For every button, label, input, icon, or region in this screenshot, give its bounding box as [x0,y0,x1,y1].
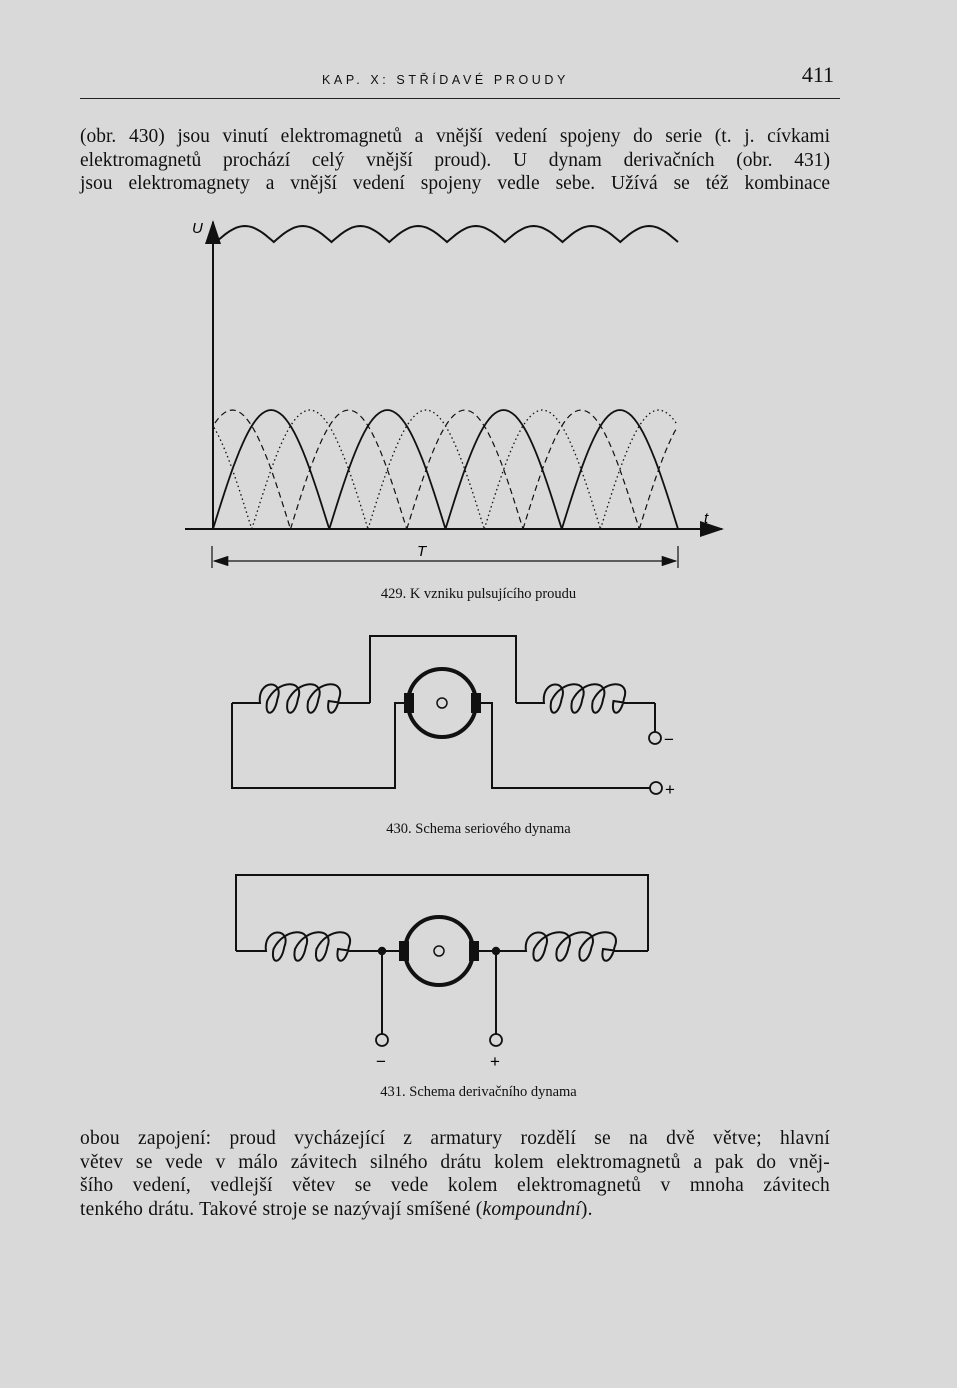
terminal-plus-label: + [665,780,675,799]
phase-arch-2 [601,410,677,529]
text-line: šího vedení, vedlejší větev se vede kolem elektromagnetů v mnoha závitech [80,1175,830,1196]
text-line: jsou elektromagnety a vnější vedení spojeny vedle sebe. Užívá se též kombinace [80,173,830,194]
terminal-plus [650,782,662,794]
emphasized-term: kompoundní [482,1198,581,1220]
phase-arch-2 [214,428,252,530]
right-field-coil [496,932,648,961]
armature [405,669,480,737]
left-field-coil [232,684,370,713]
right-field-coil [516,684,655,713]
terminal-minus-label: − [376,1052,386,1071]
text-segment: ). [580,1198,593,1220]
paragraph-bottom [80,1127,830,1221]
running-head: KAP. X: STŘÍDAVÉ PROUDY [322,73,569,87]
terminal-plus [490,1034,502,1046]
phase-arches [213,410,678,529]
text-segment: tenkého drátu. Takové stroje se nazývají smíšené ( [80,1198,483,1220]
phase-arch-1 [213,410,329,529]
figure-430-series-dynamo [232,636,662,794]
x-axis-label: t [704,510,709,527]
text-line: (obr. 430) jsou vinutí elektromagnetů a vnější vedení spojeny do serie (t. j. cívkami [80,126,830,147]
phase-arch-3 [639,428,677,530]
figure-431-caption: 431. Schema derivačního dynama [380,1084,577,1100]
terminal-plus-label: + [490,1052,500,1071]
terminal-minus [649,732,661,744]
figure-429-pulsating-current [185,222,722,568]
phase-arch-3 [215,410,291,529]
terminal-minus-label: − [664,730,674,749]
text-line: větev se vede v málo závitech silného drátu kolem elektromagnetů a pak do vněj- [80,1151,830,1173]
figure-430-caption: 430. Schema seriového dynama [386,821,571,837]
armature [400,917,478,985]
terminal-minus [376,1034,388,1046]
figure-431-shunt-dynamo [236,875,648,1046]
figure-429-caption: 429. K vzniku pulsujícího proudu [380,586,577,602]
text-line: obou zapojení: proud vycházející z armatury rozdělí se na dvě větve; hlavní [80,1128,830,1149]
period-label: T [417,543,427,560]
ripple-envelope [216,226,678,242]
left-return-wire [232,703,405,788]
plus-wire [480,703,650,788]
left-field-coil [236,932,382,961]
page-number: 411 [801,62,834,87]
text-line-last [80,1198,830,1222]
y-axis-label: U [192,220,203,237]
text-line: elektromagnetů prochází celý vnější proud). U dynam derivačních (obr. 431) [80,149,830,171]
